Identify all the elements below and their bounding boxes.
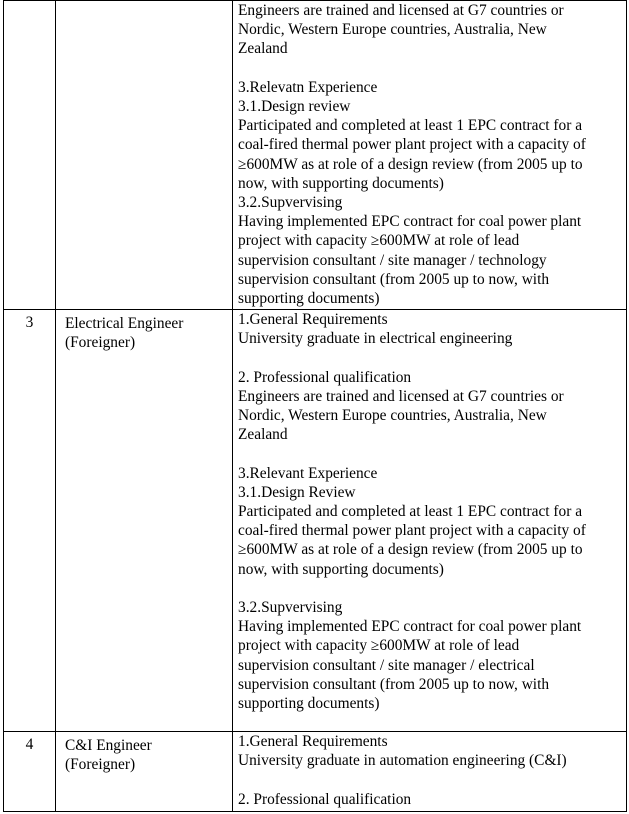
- experience-line: supporting documents): [238, 290, 380, 308]
- experience-line: supervision consultant (from 2005 up to now, with: [238, 270, 550, 288]
- experience-line: supervision consultant / site manager / electrical: [238, 656, 535, 674]
- experience-line: coal-fired thermal power plant project with a capacity of: [238, 136, 586, 154]
- experience-line: supporting documents): [238, 695, 380, 713]
- experience-line: coal-fired thermal power plant project with a capacity of: [238, 522, 586, 540]
- position-cell: [56, 310, 233, 732]
- experience-line: ≥600MW as at role of a design review (from 2005 up to: [238, 155, 583, 173]
- section-title: 1.General Requirements: [238, 311, 388, 328]
- qualification-line: Zealand: [238, 40, 288, 58]
- section-title: 1.General Requirements: [238, 733, 388, 750]
- table-row: [4, 1, 627, 310]
- requirements-table: [3, 0, 627, 812]
- subsection-title: 3.1.Design Review: [238, 483, 356, 501]
- experience-line: ≥600MW as at role of a design review (from 2005 up to: [238, 541, 583, 559]
- subsection-title: 3.2.Supvervising: [238, 194, 343, 212]
- experience-line: now, with supporting documents): [238, 174, 444, 192]
- table-row: [4, 732, 627, 812]
- row-number-cell: [4, 1, 56, 310]
- experience-line: Participated and completed at least 1 EPC contract for a: [238, 117, 583, 135]
- experience-line: supervision consultant (from 2005 up to now, with: [238, 675, 550, 693]
- row-number-cell: 3: [4, 310, 56, 732]
- requirements-cell: [233, 310, 627, 732]
- subsection-title: 3.2.Supvervising: [238, 599, 343, 616]
- position-title: C&I Engineer: [65, 737, 152, 754]
- qualification-line: Engineers are trained and licensed at G7 countries or: [238, 387, 564, 405]
- section-title: 2. Professional qualification: [238, 790, 412, 808]
- general-requirement: University graduate in electrical engineering: [238, 330, 513, 348]
- experience-line: supervision consultant / site manager / technology: [238, 251, 547, 269]
- position-cell: [56, 1, 233, 310]
- requirements-cell: [233, 1, 627, 310]
- experience-line: now, with supporting documents): [238, 560, 444, 578]
- table-row: [4, 310, 627, 732]
- section-title: 3.Relevant Experience: [238, 464, 378, 482]
- experience-line: project with capacity ≥600MW at role of lead: [238, 637, 520, 655]
- position-note: (Foreigner): [65, 334, 136, 352]
- position-title: Electrical Engineer: [65, 315, 184, 332]
- experience-line: Having implemented EPC contract for coal power plant: [238, 618, 582, 636]
- position-cell: [56, 732, 233, 812]
- qualification-line: Engineers are trained and licensed at G7 countries or: [238, 2, 564, 19]
- experience-line: Having implemented EPC contract for coal power plant: [238, 213, 582, 231]
- subsection-title: 3.1.Design review: [238, 98, 351, 115]
- section-title: 2. Professional qualification: [238, 368, 412, 386]
- qualification-line: Zealand: [238, 426, 288, 444]
- qualification-line: Nordic, Western Europe countries, Australia, New: [238, 21, 547, 39]
- position-note: (Foreigner): [65, 756, 136, 774]
- row-number-cell: 4: [4, 732, 56, 812]
- section-title: 3.Relevatn Experience: [238, 78, 378, 96]
- experience-line: Participated and completed at least 1 EPC contract for a: [238, 503, 583, 520]
- qualification-line: Nordic, Western Europe countries, Australia, New: [238, 407, 547, 424]
- experience-line: project with capacity ≥600MW at role of lead: [238, 232, 520, 250]
- requirements-cell: [233, 732, 627, 812]
- general-requirement: University graduate in automation engineering (C&I): [238, 752, 567, 770]
